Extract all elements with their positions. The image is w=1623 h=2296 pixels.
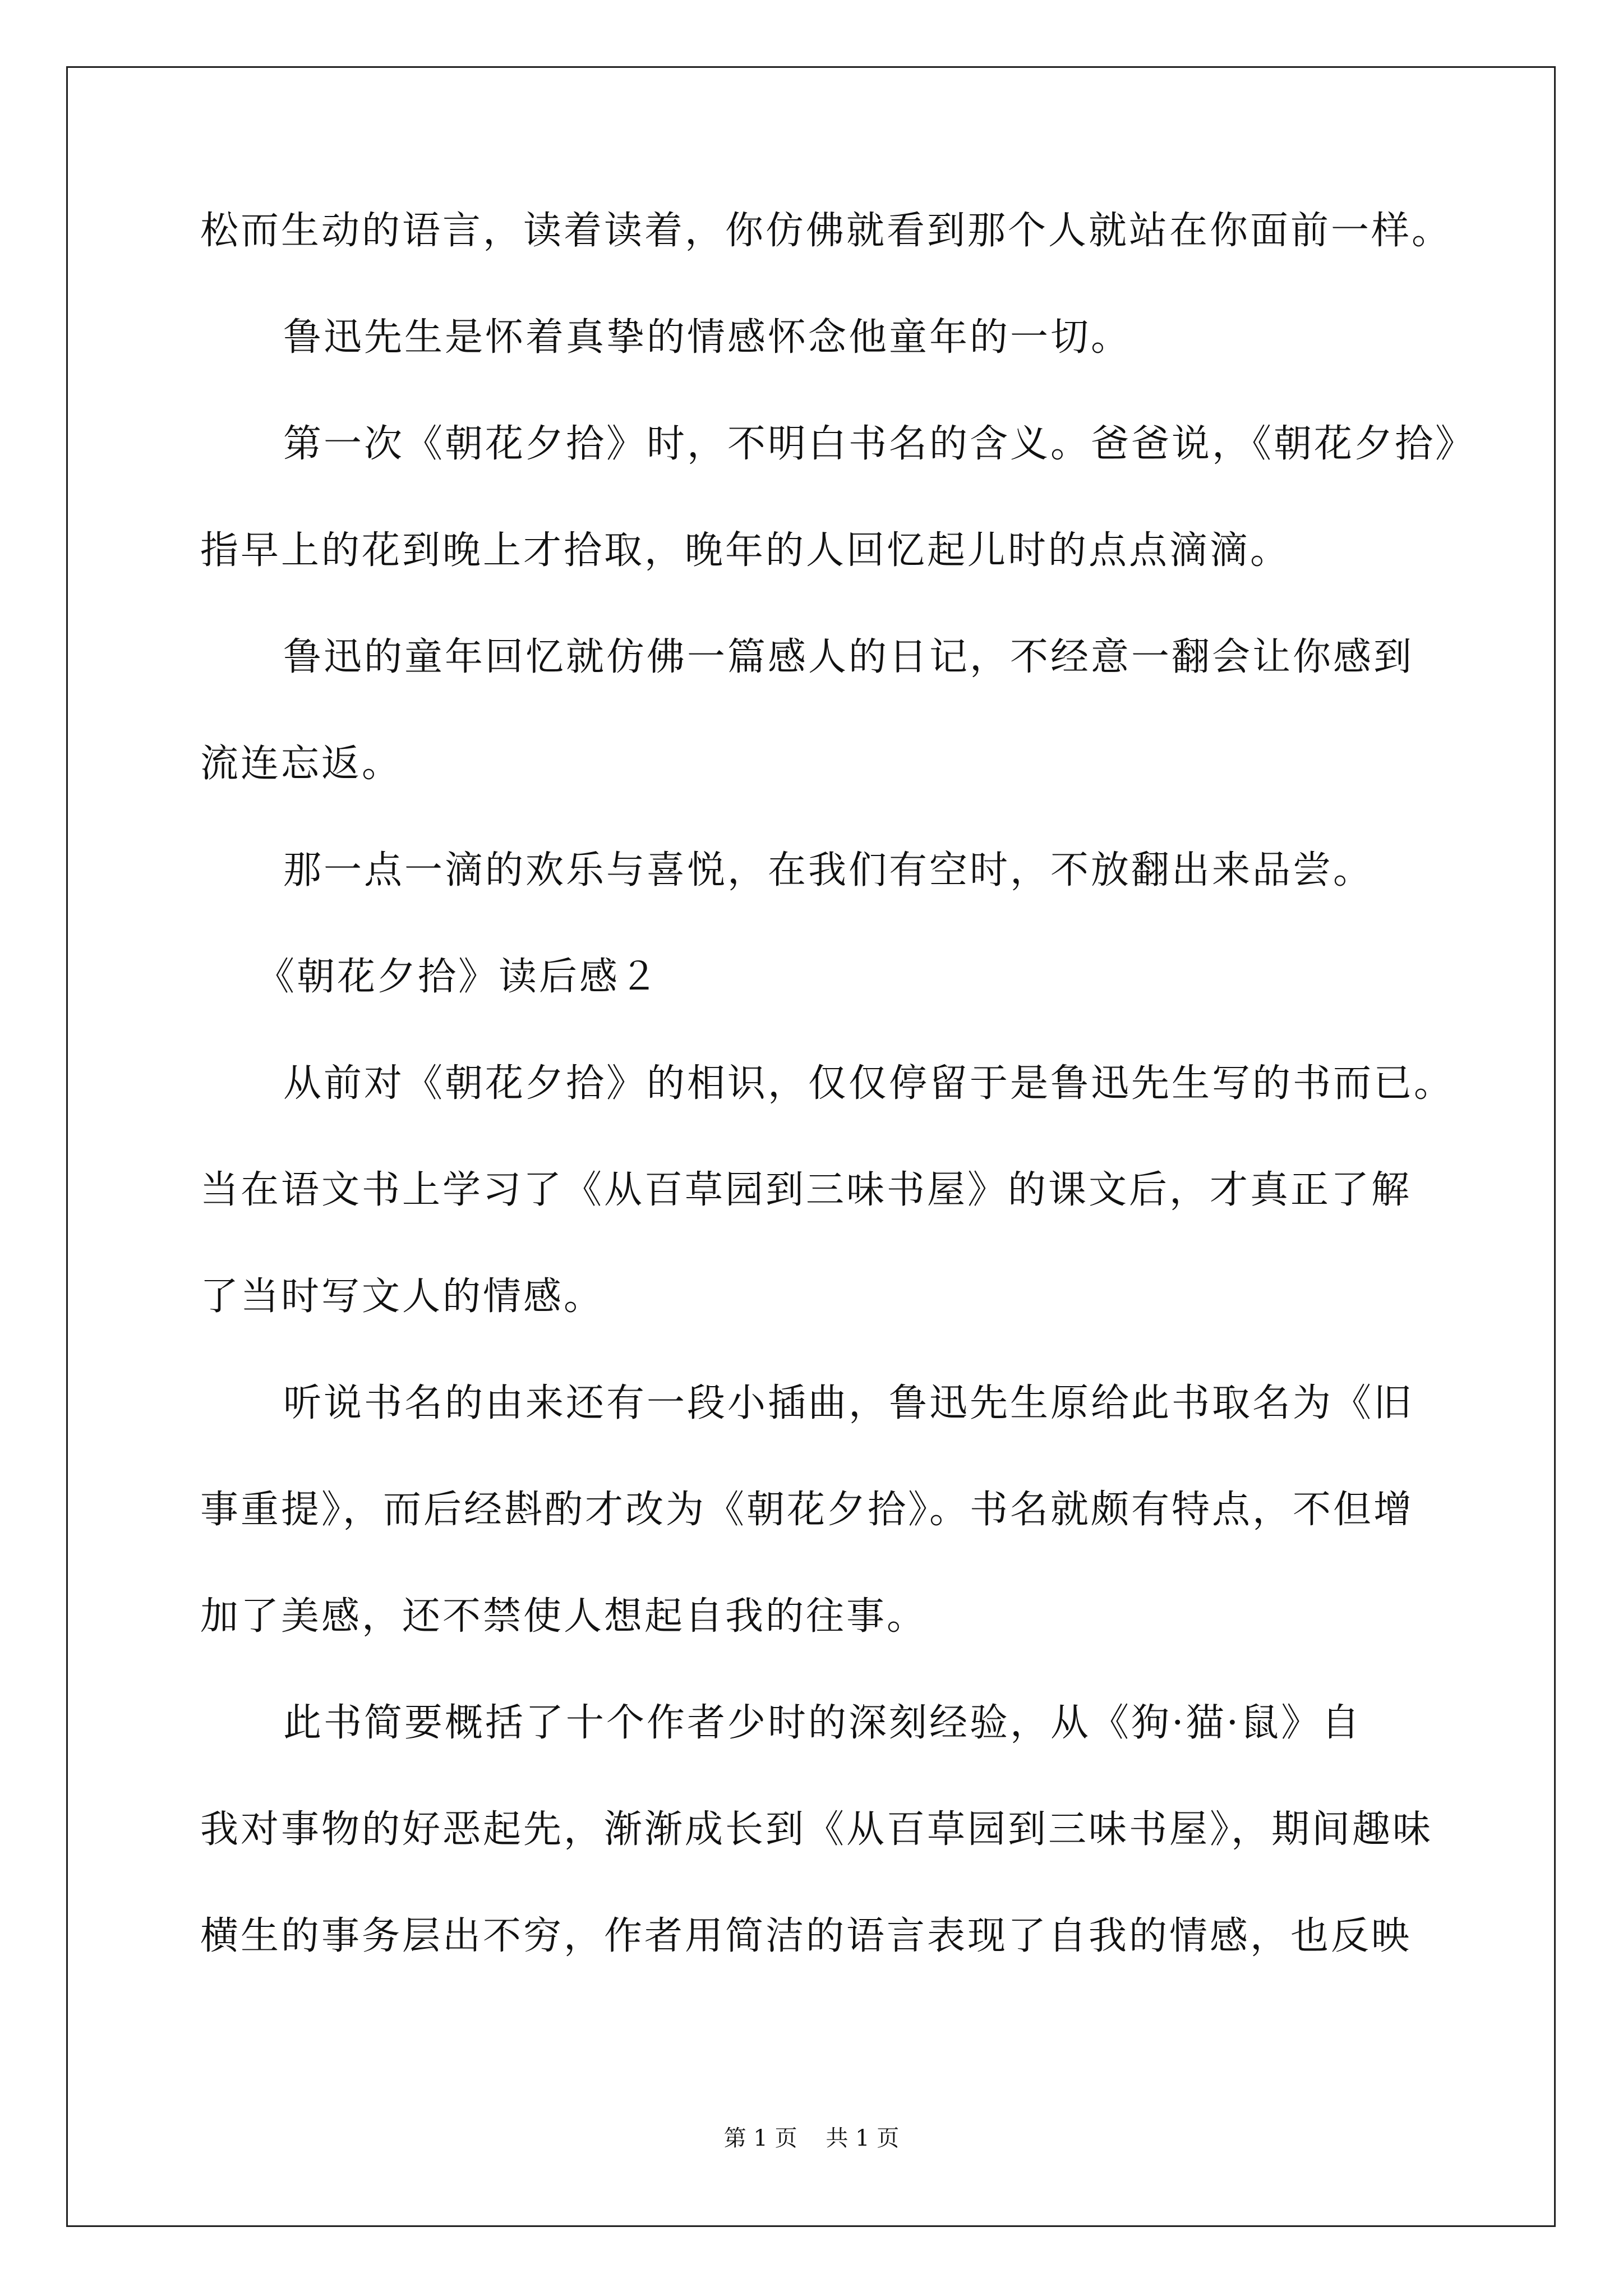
section-heading: 《朝花夕拾》读后感２ xyxy=(256,955,661,999)
paragraph-line: 从前对《朝花夕拾》的相识，仅仅停留于是鲁迅先生写的书而已。 xyxy=(283,1061,1455,1106)
text-line: 事重提》，而后经斟酌才改为《朝花夕拾》。书名就颇有特点，不但增 xyxy=(200,1488,1414,1532)
text-line: 指早上的花到晚上才拾取，晚年的人回忆起儿时的点点滴滴。 xyxy=(200,528,1291,573)
text-line: 当在语文书上学习了《从百草园到三味书屋》的课文后，才真正了解 xyxy=(200,1168,1412,1212)
text-line: 横生的事务层出不穷，作者用简洁的语言表现了自我的情感，也反映 xyxy=(200,1914,1412,1958)
text-line: 流连忘返。 xyxy=(200,742,403,786)
paragraph-line: 鲁迅先生是怀着真挚的情感怀念他童年的一切。 xyxy=(283,315,1132,360)
paragraph-line: 听说书名的由来还有一段小插曲，鲁迅先生原给此书取名为《旧 xyxy=(283,1381,1414,1425)
page-footer: 第 1 页 共 1 页 xyxy=(723,2125,900,2151)
paragraph-line: 那一点一滴的欢乐与喜悦，在我们有空时，不放翻出来品尝。 xyxy=(283,848,1374,892)
paragraph-line: 第一次《朝花夕拾》时，不明白书名的含义。爸爸说，《朝花夕拾》 xyxy=(283,422,1476,466)
paragraph-line: 鲁迅的童年回忆就仿佛一篇感人的日记，不经意一翻会让你感到 xyxy=(283,635,1414,679)
page-border xyxy=(66,66,1556,2227)
text-line: 松而生动的语言，读着读着，你仿佛就看到那个人就站在你面前一样。 xyxy=(200,209,1453,253)
text-line: 了当时写文人的情感。 xyxy=(200,1274,605,1319)
paragraph-line: 此书简要概括了十个作者少时的深刻经验，从《狗·猫·鼠》自 xyxy=(283,1701,1362,1745)
text-line: 加了美感，还不禁使人想起自我的往事。 xyxy=(200,1594,928,1639)
text-line: 我对事物的好恶起先，渐渐成长到《从百草园到三味书屋》，期间趣味 xyxy=(200,1807,1433,1852)
